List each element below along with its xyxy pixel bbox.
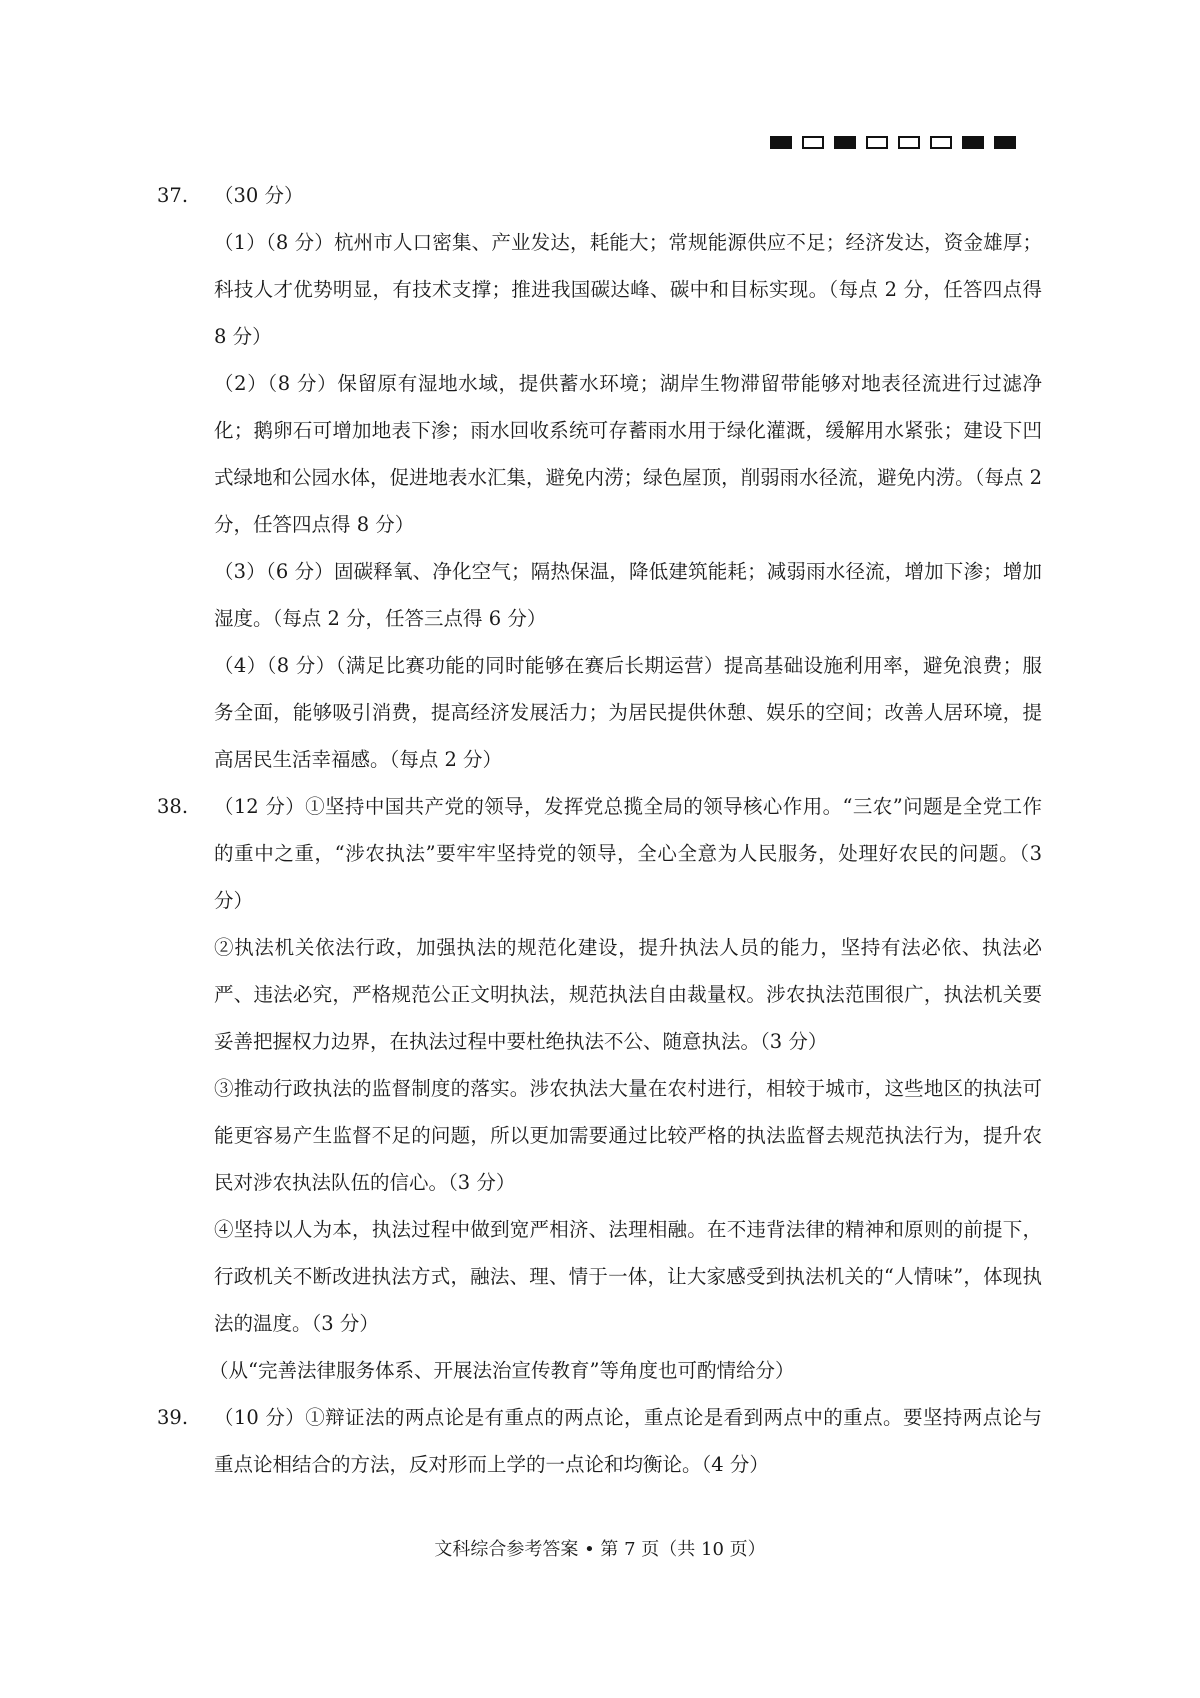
page-mark-6 [930, 136, 952, 149]
question-number: 39. [157, 1406, 189, 1429]
page-footer: 文科综合参考答案 • 第 7 页（共 10 页） [434, 1539, 766, 1560]
q37-part-3: （3）（6 分）固碳释氧、净化空气；隔热保温，降低建筑能耗；减弱雨水径流，增加下渗；增加湿度。（每点 2 分，任答三点得 6 分） [214, 560, 1042, 630]
question-39 [157, 1394, 1042, 1488]
page-marks [770, 136, 1016, 151]
question-number: 38. [157, 795, 189, 818]
question-score: （30 分） [214, 184, 304, 207]
question-37 [157, 172, 1042, 219]
q37-part-4: （4）（8 分）（满足比赛功能的同时能够在赛后长期运营）提高基础设施利用率，避免浪费；服务全面，能够吸引消费，提高经济发展活力；为居民提供休憩、娱乐的空间；改善人居环境，提高居民生活幸福感。（每点 2 分） [214, 654, 1042, 771]
q38-grading-note: （从“完善法律服务体系、开展法治宣传教育”等角度也可酌情给分） [209, 1359, 795, 1382]
page-mark-5 [898, 136, 920, 149]
page-mark-1 [770, 136, 792, 149]
q37-part-2: （2）（8 分）保留原有湿地水域，提供蓄水环境；湖岸生物滞留带能够对地表径流进行过滤净化；鹅卵石可增加地表下渗；雨水回收系统可存蓄雨水用于绿化灌溉，缓解用水紧张；建设下凹式绿地和公园水体，促进地表水汇集，避免内涝；绿色屋顶，削弱雨水径流，避免内涝。（每点 2 分，任答四点得 8 分） [214, 372, 1042, 536]
answer-content [157, 172, 1042, 1488]
question-number: 37. [157, 184, 189, 207]
q38-point-1: （12 分）①坚持中国共产党的领导，发挥党总揽全局的领导核心作用。“三农”问题是全党工作的重中之重，“涉农执法”要牢牢坚持党的领导，全心全意为人民服务，处理好农民的问题。（3 分） [214, 795, 1042, 912]
q38-point-3: ③推动行政执法的监督制度的落实。涉农执法大量在农村进行，相较于城市，这些地区的执法可能更容易产生监督不足的问题，所以更加需要通过比较严格的执法监督去规范执法行为，提升农民对涉农执法队伍的信心。（3 分） [214, 1077, 1042, 1194]
q38-point-4: ④坚持以人为本，执法过程中做到宽严相济、法理相融。在不违背法律的精神和原则的前提下，行政机关不断改进执法方式，融法、理、情于一体，让大家感受到执法机关的“人情味”，体现执法的温度。（3 分） [214, 1218, 1042, 1335]
page-mark-7 [962, 136, 984, 149]
q37-part-1: （1）（8 分）杭州市人口密集、产业发达，耗能大；常规能源供应不足；经济发达，资金雄厚；科技人才优势明显，有技术支撑；推进我国碳达峰、碳中和目标实现。（每点 2 分，任答四点得 8 分） [214, 231, 1042, 348]
page-mark-2 [802, 136, 824, 149]
question-38 [157, 783, 1042, 924]
page-mark-3 [834, 136, 856, 149]
q38-point-2: ②执法机关依法行政，加强执法的规范化建设，提升执法人员的能力，坚持有法必依、执法必严、违法必究，严格规范公正文明执法，规范执法自由裁量权。涉农执法范围很广，执法机关要妥善把握权力边界，在执法过程中要杜绝执法不公、随意执法。（3 分） [214, 936, 1042, 1053]
q39-point-1: （10 分）①辩证法的两点论是有重点的两点论，重点论是看到两点中的重点。要坚持两点论与重点论相结合的方法，反对形而上学的一点论和均衡论。（4 分） [214, 1406, 1042, 1476]
page-mark-4 [866, 136, 888, 149]
page-mark-8 [994, 136, 1016, 149]
